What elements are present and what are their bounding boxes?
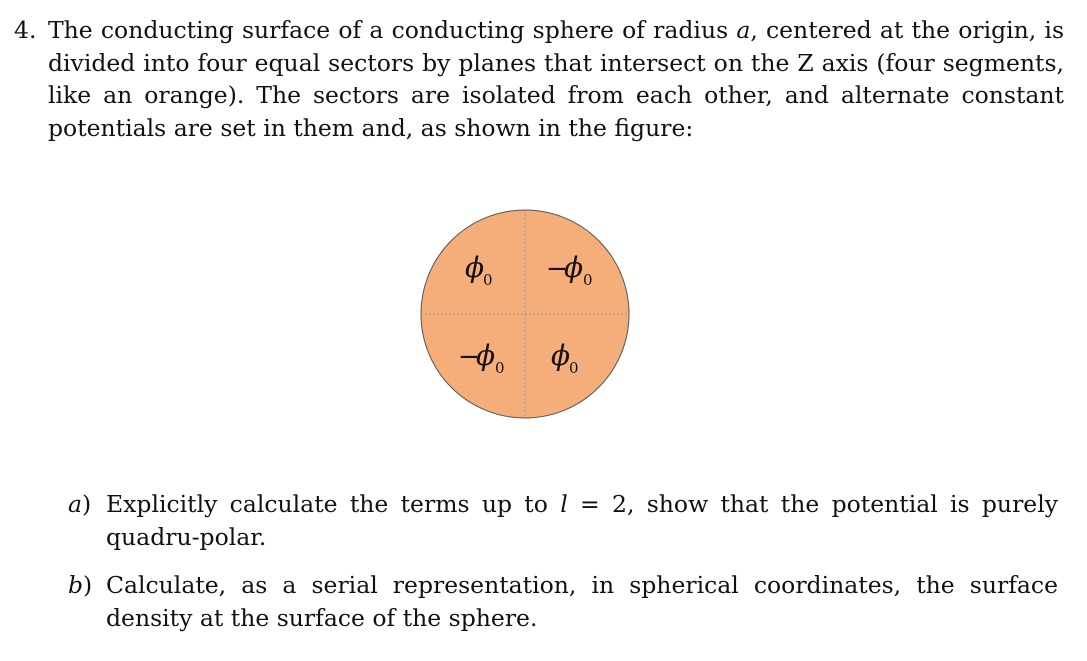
svg-text:ϕ: ϕ (551, 339, 571, 372)
sphere-figure (418, 207, 634, 423)
part-b-text: Calculate, as a serial representation, in spherical coordinates, the surface density at the surface of the sphere. (106, 571, 1058, 632)
svg-text:0: 0 (569, 359, 579, 377)
part-b-tag: b) (68, 571, 93, 599)
part-a-math: l (560, 490, 568, 518)
radius-symbol: a (736, 16, 751, 44)
svg-text:ϕ: ϕ (465, 251, 485, 284)
sphere-diagram (418, 207, 634, 423)
svg-text:0: 0 (583, 271, 593, 289)
problem-text-part1: The conducting surface of a conducting sphere of radius (48, 16, 737, 44)
svg-text:0: 0 (483, 271, 493, 289)
part-b (68, 569, 1058, 634)
problem-number: 4. (14, 16, 37, 44)
svg-text:ϕ: ϕ (476, 339, 496, 372)
svg-text:−: − (458, 342, 480, 372)
svg-text:0: 0 (495, 359, 505, 377)
part-a-tag: a) (68, 490, 92, 518)
problem-statement (14, 14, 1064, 144)
problem-parts (68, 488, 1058, 634)
part-a-text-before: Explicitly calculate the terms up to (106, 490, 561, 518)
svg-text:−: − (546, 254, 568, 284)
part-a-text-after: = 2, show that the potential is purely quadru-polar. (106, 490, 1059, 551)
svg-text:ϕ: ϕ (564, 251, 584, 284)
part-a (68, 488, 1058, 553)
problem-text (48, 14, 1064, 144)
problem-text-part2: , centered at the origin, is divided into four equal sectors by planes that intersect on the Z axis (four segments, like an orange). The sectors are isolated from each other, and alternate constant potentials are set in them and, as shown in the figure: (48, 16, 1065, 142)
